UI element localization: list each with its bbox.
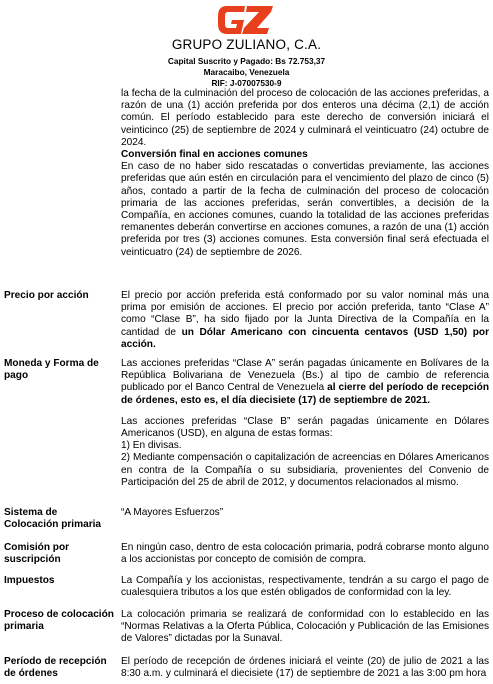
class-b-text: Las acciones preferidas “Clase B” serán pagadas únicamente en Dólares Americanos (USD), en alguna de estas formas:: [121, 415, 489, 440]
row-value: “A Mayores Esfuerzos”: [121, 507, 224, 518]
row-label: Comisión por suscripción: [4, 542, 70, 566]
row-label: Proceso de colocación primaria: [4, 609, 114, 633]
row-value: [121, 358, 489, 489]
price-amount: un Dólar Americano con cincuenta centavos (USD 1,50) por acción.: [121, 326, 490, 350]
row-value: En ningún caso, dentro de esta colocación primaria, podrá cobrarse monto alguno a los accionistas por concepto de comisión de compra.: [121, 542, 489, 566]
city-line: Maracaibo, Venezuela: [203, 67, 290, 77]
row-label: Período de recepción de órdenes: [4, 656, 107, 680]
conversion-paragraph: la fecha de la culminación del proceso de colocación de las acciones preferidas, a razón de una (1) acción preferida por dos enteros una décima (2,1) de acción común. El período establecido para este derecho de conversión iniciará el veinticinco (25) de septiembre de 2024 y culminará el veinticuatro (24) octubre de 2024.: [121, 88, 489, 148]
row-value: [121, 290, 489, 351]
class-a-date: al cierre del período de recepción de órdenes, esto es, el día diecisiete (17) de septiembre de 2021.: [121, 382, 489, 406]
row-label: Sistema de Colocación primaria: [4, 507, 102, 531]
row-label: Precio por acción: [4, 290, 89, 301]
company-logo: [215, 2, 275, 38]
capital-line: Capital Suscrito y Pagado: Bs 72.753,37: [167, 56, 326, 66]
continuation-text: [121, 88, 489, 259]
row-value: La Compañía y los accionistas, respectivamente, tendrán a su cargo el pago de cualesquiera tributos a los que estén obligados de conformidad con la ley.: [121, 575, 489, 599]
company-name: GRUPO ZULIANO, C.A.: [171, 37, 322, 52]
final-conversion-heading: Conversión final en acciones comunes: [121, 149, 308, 161]
final-conversion-paragraph: En caso de no haber sido rescatadas o convertidas previamente, las acciones preferidas que aún estén en circulación para el vencimiento del plazo de cinco (5) años, contado a partir de la fecha de culminación del proceso de colocación primaria de las acciones preferidas, serán convertibles, a decisión de la Compañía, en acciones comunes, cuando la totalidad de las acciones preferidas remanentes deberán convertirse en acciones comunes, a razón de una (1) acción preferida por tres (3) acciones comunes. Esta conversión final será efectuada el veinticuatro (24) de septiembre de 2026.: [121, 161, 489, 258]
class-b-item-2: 2) Mediante compensación o capitalización de acreencias en Dólares Americanos en contra de la Compañía o su subsidiaria, provenientes del Convenio de Participación del 25 de abril de 2012, y documentos relacionados al mismo.: [121, 452, 489, 488]
row-label: Impuestos: [4, 575, 55, 586]
class-a-text: Las acciones preferidas “Clase A” serán pagadas únicamente en Bolívares de la República Bolivariana de Venezuela (Bs.) al tipo de cambio de referencia publicado por el Banco Central de Venezuela: [121, 358, 489, 394]
row-value: El período de recepción de órdenes iniciará el veinte (20) de julio de 2021 a las 8:30 a.m. y culminará el diecisiete (17) de septiembre de 2021 a las 3:00 pm hora: [121, 656, 489, 680]
row-label: Moneda y Forma de pago: [4, 358, 99, 382]
row-value: La colocación primaria se realizará de conformidad con lo establecido en las “Normas Relativas a la Oferta Pública, Colocación y Publicación de las Emisiones de Valores” dictadas por la Sunaval.: [121, 609, 489, 645]
price-text: El precio por acción preferida está conformado por su valor nominal más una prima por emisión de acciones. El precio por acción preferida, tanto “Clase A” como “Clase B”, ha sido fijado por la Junta Directiva de la Compañía en la cantidad de: [121, 290, 489, 338]
rif-line: RIF: J-07007530-9: [211, 78, 282, 88]
class-b-item-1: 1) En divisas.: [121, 440, 182, 452]
